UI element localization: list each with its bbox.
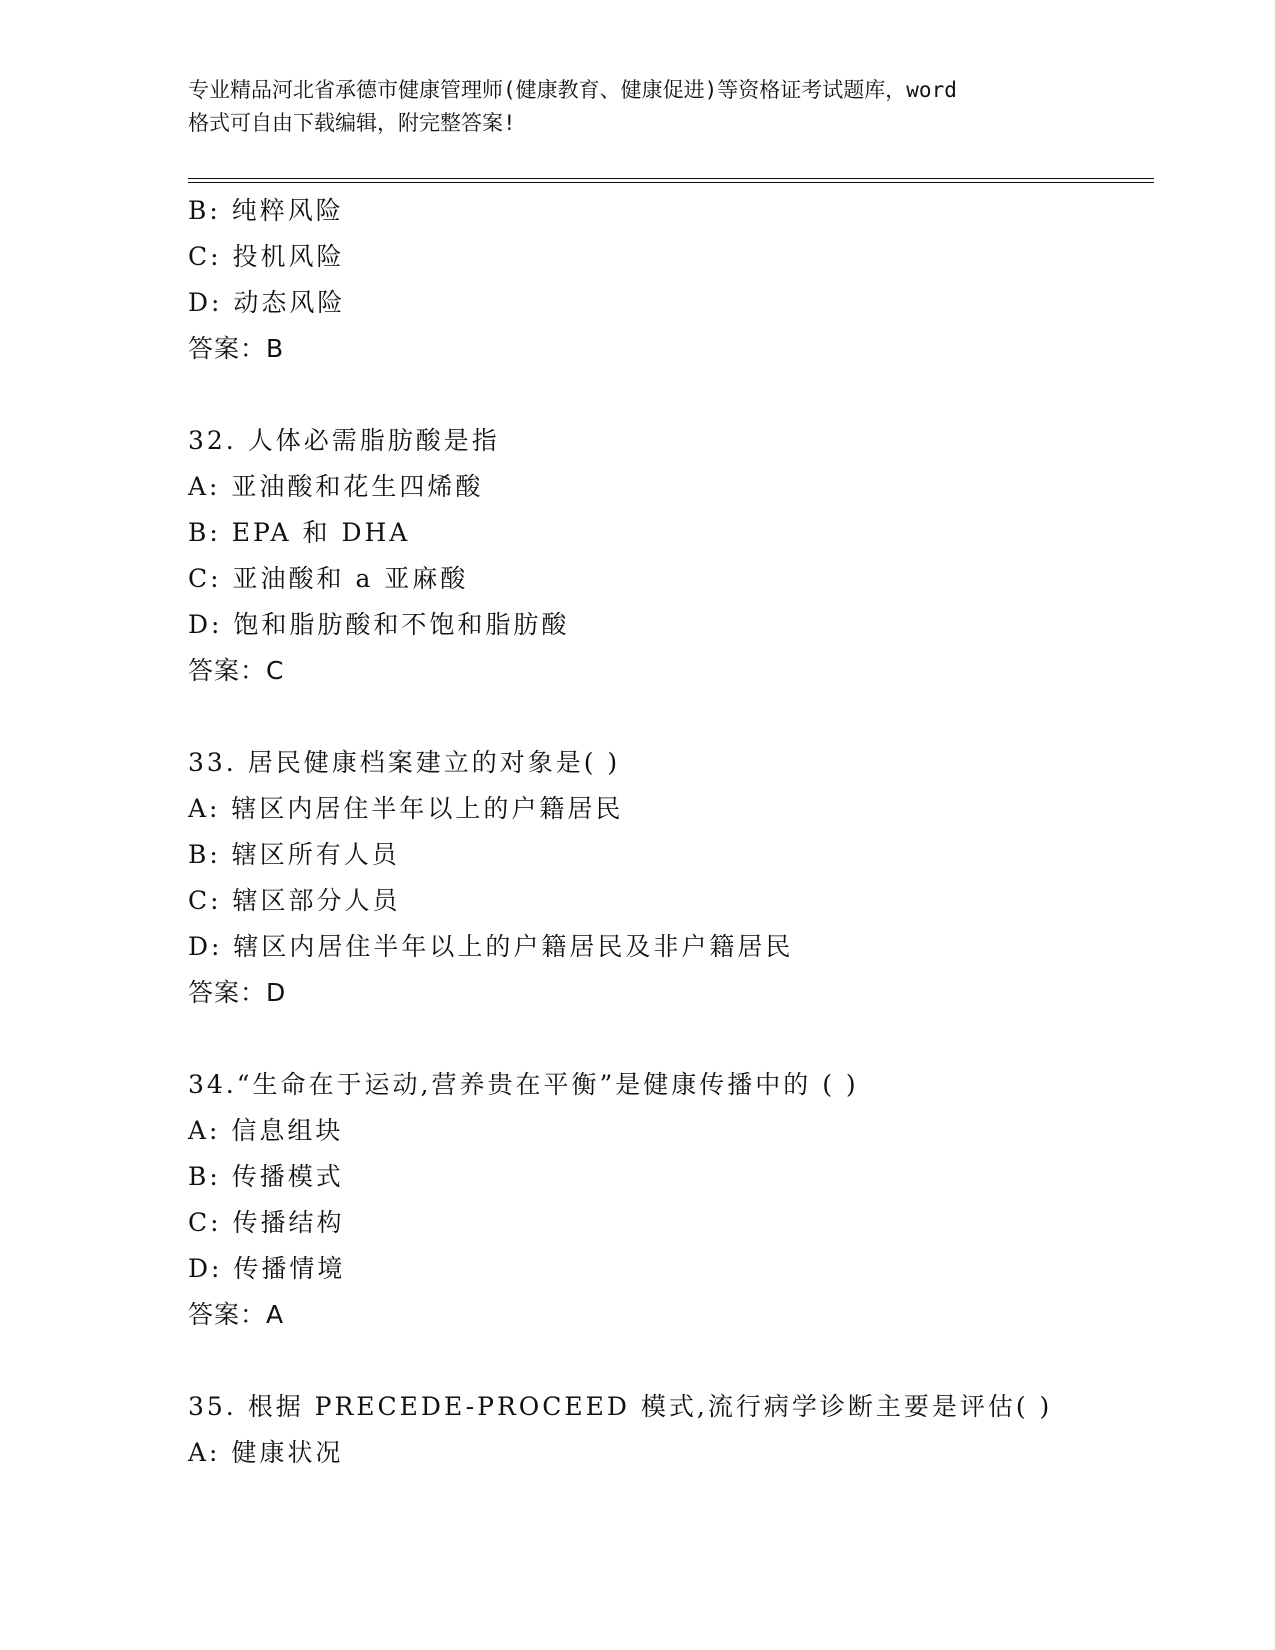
spacer [188,1016,1148,1062]
question-32 [188,418,1148,694]
option-b: B: 纯粹风险 [188,196,344,225]
question-stem: 33. 居民健康档案建立的对象是( ) [188,748,621,777]
option-c: C: 传播结构 [188,1208,345,1237]
header-line-1: 专业精品河北省承德市健康管理师(健康教育、健康促进)等资格证考试题库，word [188,78,957,102]
option-a: A: 辖区内居住半年以上的户籍居民 [188,794,624,823]
header-line-2: 格式可自由下载编辑，附完整答案! [188,111,516,135]
answer: 答案：A [188,1300,285,1329]
header-divider-bottom [188,182,1154,183]
spacer [188,372,1148,418]
option-c: C: 辖区部分人员 [188,886,401,915]
question-stem: 35. 根据 PRECEDE-PROCEED 模式,流行病学诊断主要是评估( ) [188,1392,1053,1421]
question-35 [188,1384,1148,1476]
question-stem: 34.“生命在于运动,营养贵在平衡”是健康传播中的 ( ) [188,1070,859,1099]
spacer [188,694,1148,740]
option-a: A: 健康状况 [188,1438,344,1467]
question-stem: 32. 人体必需脂肪酸是指 [188,426,500,455]
document-header [188,74,1088,140]
question-31 [188,188,1148,372]
question-34 [188,1062,1148,1338]
spacer [188,1338,1148,1384]
question-33 [188,740,1148,1016]
answer: 答案：C [188,656,285,685]
option-d: D: 辖区内居住半年以上的户籍居民及非户籍居民 [188,932,794,961]
header-divider-top [188,178,1154,179]
option-b: B: 传播模式 [188,1162,344,1191]
option-a: A: 信息组块 [188,1116,344,1145]
option-b: B: 辖区所有人员 [188,840,400,869]
question-list [188,188,1148,1476]
option-d: D: 传播情境 [188,1254,346,1283]
option-c: C: 亚油酸和 a 亚麻酸 [188,564,469,593]
option-c: C: 投机风险 [188,242,345,271]
option-b: B: EPA 和 DHA [188,518,411,547]
option-d: D: 饱和脂肪酸和不饱和脂肪酸 [188,610,570,639]
answer: 答案：D [188,978,287,1007]
option-d: D: 动态风险 [188,288,346,317]
option-a: A: 亚油酸和花生四烯酸 [188,472,484,501]
answer: 答案：B [188,334,285,363]
